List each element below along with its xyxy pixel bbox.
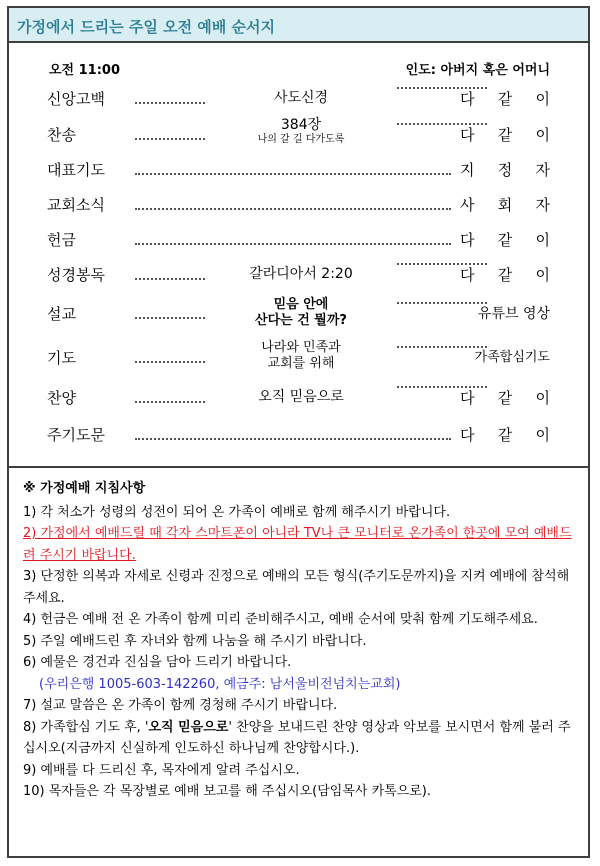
guideline-item: 6) 예물은 경건과 진심을 담아 드리기 바랍니다. [23, 655, 292, 670]
sermon-title-line2: 산다는 건 뭘까? [255, 313, 347, 328]
order-label: 기도 [47, 349, 76, 367]
order-row [9, 340, 588, 371]
order-performer: 가족합심기도 [474, 350, 550, 365]
bulletin-frame [7, 6, 590, 858]
offering-account: (우리은행 1005-603-142260, 예금주: 남서울비전넘치는교회) [39, 676, 401, 692]
order-performer: 다 같 이 [460, 90, 550, 108]
order-row [9, 87, 588, 111]
order-row [9, 263, 588, 287]
order-performer: 지 정 자 [460, 161, 550, 179]
dot-leader [135, 173, 451, 175]
order-content [209, 340, 393, 372]
order-row [9, 423, 588, 447]
guideline-item: 10) 목자들은 각 목장별로 예배 보고를 해 주십시오(담임목사 카톡으로). [23, 784, 432, 799]
order-performer: 다 같 이 [460, 389, 550, 407]
dot-leader [135, 401, 205, 403]
guideline-text: 8) 가족합심 기도 후, ' [23, 719, 149, 735]
order-row [9, 297, 588, 328]
hymn-highlight: 오직 믿음으로 [148, 719, 229, 735]
order-row [9, 386, 588, 410]
prayer-topic-line2: 교회를 위해 [267, 356, 335, 371]
order-performer: 다 같 이 [460, 426, 550, 444]
hymn-title: 나의 갈 길 다가도록 [257, 134, 345, 145]
service-order [9, 43, 588, 466]
order-performer: 다 같 이 [460, 126, 550, 144]
guideline-item: 3) 단정한 의복과 자세로 신령과 진정으로 예배의 모든 형식(주기도문까지)을 지켜 예배에 참석해 주세요. [23, 569, 570, 606]
order-label: 설교 [47, 305, 76, 323]
order-content [209, 117, 393, 146]
order-row [9, 193, 588, 217]
order-label: 대표기도 [47, 161, 105, 179]
guideline-item: 7) 설교 말씀은 온 가족이 함께 경청해 주시기 바랍니다. [23, 698, 338, 713]
order-performer: 사 회 자 [460, 196, 550, 214]
service-leader: 인도: 아버지 혹은 어머니 [405, 63, 550, 78]
dot-leader [135, 361, 205, 363]
order-performer: 유튜브 영상 [477, 306, 550, 322]
guideline-item: 1) 각 처소가 성령의 성전이 되어 온 가족이 예배로 함께 해주시기 바랍니다. [23, 504, 451, 520]
order-row [9, 117, 588, 147]
order-row [9, 228, 588, 252]
sermon-title [209, 297, 393, 329]
section-divider [9, 466, 588, 468]
guidelines-title: ※ 가정예배 지침사항 [23, 481, 146, 496]
sermon-title-line1: 믿음 안에 [273, 297, 329, 312]
prayer-topic-line1: 나라와 민족과 [261, 340, 341, 355]
dot-leader [135, 438, 451, 440]
guideline-item: 9) 예배를 다 드리신 후, 목자에게 알려 주십시오. [23, 762, 300, 778]
order-label: 주기도문 [47, 426, 105, 444]
order-content: 사도신경 [273, 90, 329, 106]
page-title: 가정에서 드리는 주일 오전 예배 순서지 [17, 18, 275, 36]
hymn-number: 384장 [280, 117, 322, 133]
order-content: 오직 믿음으로 [258, 389, 344, 405]
order-content: 갈라디아서 2:20 [249, 266, 353, 282]
order-label: 성경봉독 [47, 266, 105, 284]
order-label: 신앙고백 [47, 90, 105, 108]
guideline-item-highlight: 2) 가정에서 예배드릴 때 각자 스마트폰이 아니라 TV나 큰 모니터로 온가족이 한곳에 모여 예배드려 주시기 바랍니다. [23, 526, 572, 563]
order-performer: 다 같 이 [460, 266, 550, 284]
header-bar [9, 8, 588, 43]
order-label: 찬송 [47, 126, 76, 144]
dot-leader [135, 138, 205, 140]
service-time: 오전 11:00 [49, 63, 121, 78]
order-row [9, 158, 588, 182]
order-label: 교회소식 [47, 196, 105, 214]
dot-leader [135, 208, 451, 210]
order-performer: 다 같 이 [460, 231, 550, 249]
dot-leader [135, 243, 451, 245]
guideline-item: 5) 주일 예배드린 후 자녀와 함께 나눔을 해 주시기 바랍니다. [23, 633, 367, 649]
dot-leader [135, 102, 205, 104]
guideline-text: ' 찬양을 보내드린 찬양 영상과 악보를 보시면서 함께 불러 주십시오(지금까지 신실하게 인도하신 하나님께 찬양합시다.). [23, 719, 571, 756]
guideline-item [23, 717, 583, 760]
dot-leader [135, 317, 205, 319]
order-label: 헌금 [47, 231, 76, 249]
guideline-item: 4) 헌금은 예배 전 온 가족이 함께 미리 준비해주시고, 예배 순서에 맞춰 함께 기도해주세요. [23, 612, 538, 627]
order-label: 찬양 [47, 389, 76, 407]
guidelines [23, 478, 583, 803]
dot-leader [135, 278, 205, 280]
